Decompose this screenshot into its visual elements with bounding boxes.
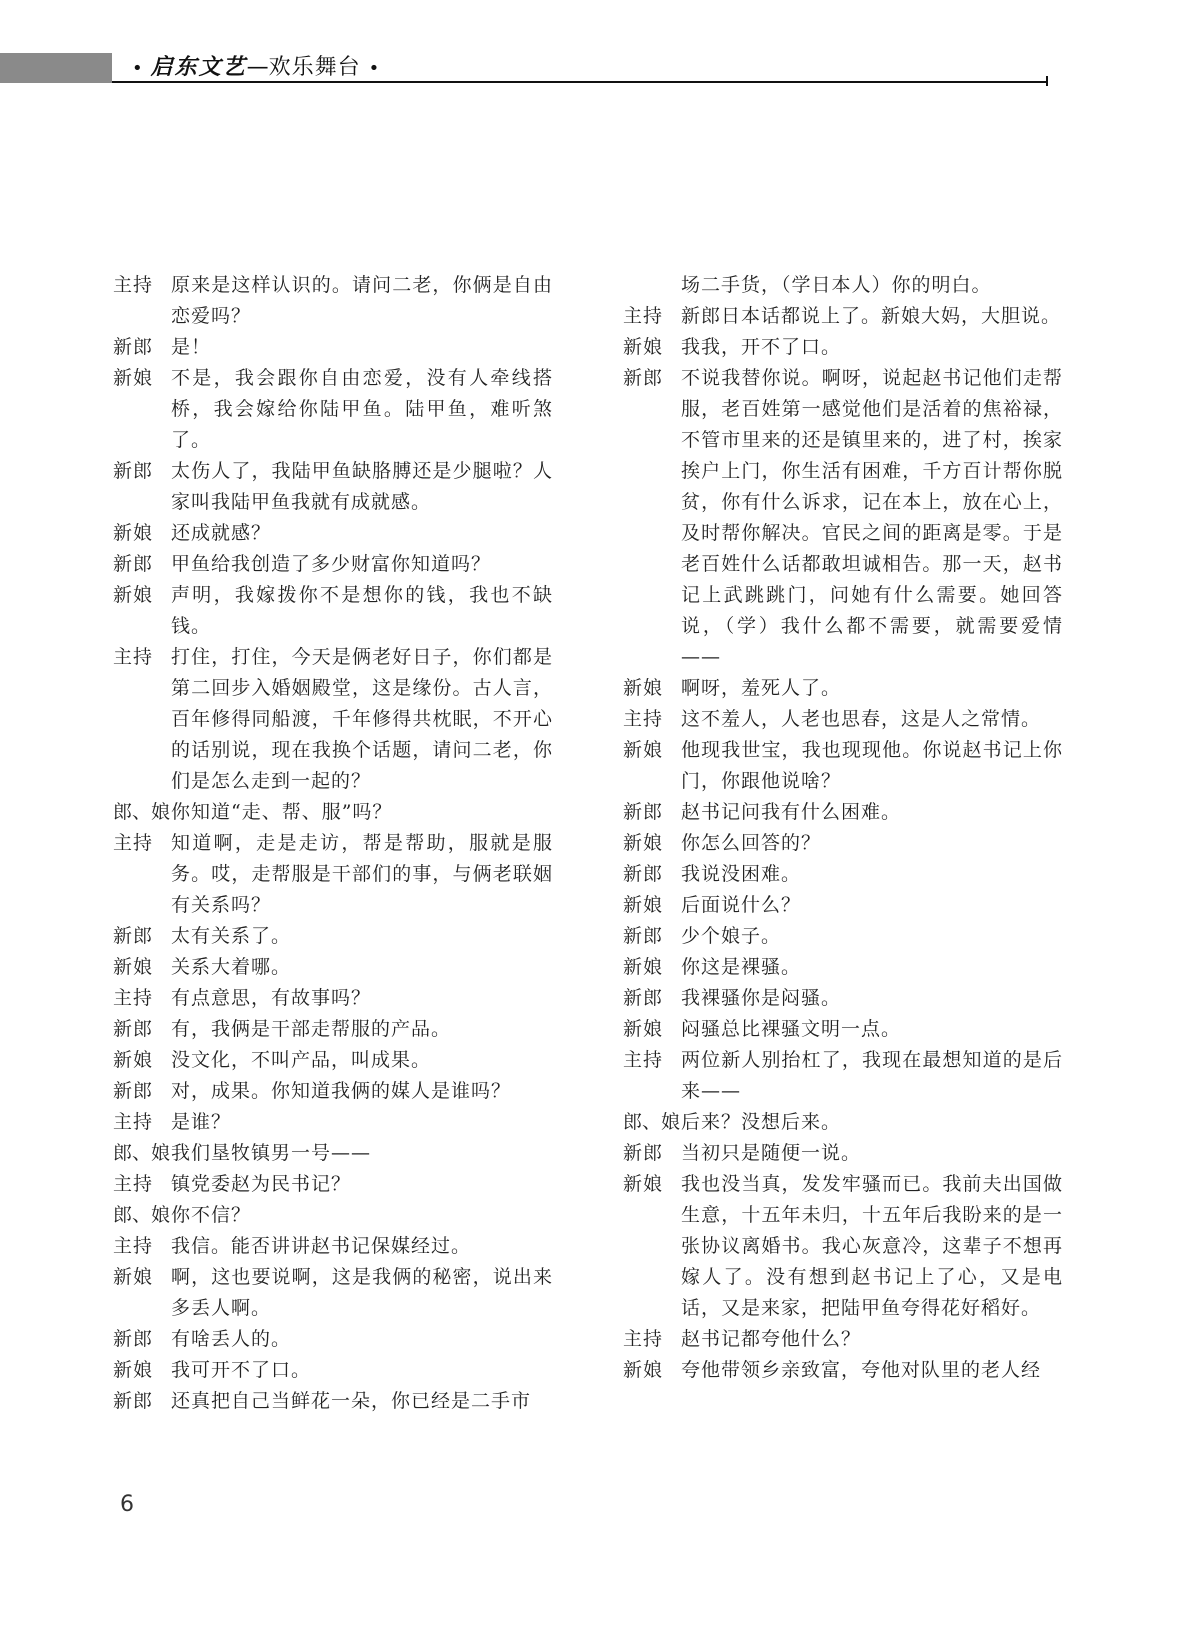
dialogue-entry bbox=[113, 952, 553, 983]
dialogue-entry bbox=[623, 983, 1063, 1014]
dialogue-text: 是谁？ bbox=[171, 1111, 232, 1133]
dialogue-entry bbox=[623, 1355, 1063, 1386]
page-number: 6 bbox=[120, 1492, 134, 1517]
header-rule-end-tick bbox=[1046, 76, 1048, 86]
dialogue-text: 不是，我会跟你自由恋爱，没有人牵线搭桥，我会嫁给你陆甲鱼。陆甲鱼，难听煞了。 bbox=[171, 367, 553, 451]
speaker-label: 新娘 bbox=[623, 956, 664, 978]
speaker-label: 新郎 bbox=[623, 1142, 664, 1164]
dialogue-text: 还真把自己当鲜花一朵，你已经是二手市 bbox=[171, 1390, 532, 1412]
header-dash: — bbox=[246, 55, 269, 80]
dialogue-entry bbox=[623, 270, 1063, 301]
dialogue-text: 新郎日本话都说上了。新娘大妈，大胆说。 bbox=[681, 305, 1062, 327]
dialogue-entry bbox=[113, 1324, 553, 1355]
dialogue-entry bbox=[113, 1014, 553, 1045]
dialogue-entry bbox=[113, 580, 553, 642]
dialogue-text: 对，成果。你知道我俩的媒人是谁吗？ bbox=[171, 1080, 512, 1102]
dialogue-text: 关系大着哪。 bbox=[171, 956, 292, 978]
left-column bbox=[113, 270, 553, 1417]
dialogue-text: 我们垦牧镇男一号—— bbox=[171, 1142, 372, 1164]
dialogue-text: 我也没当真，发发牢骚而已。我前夫出国做生意，十五年未归，十五年后我盼来的是一张协议离婚书。我心灰意冷，这辈子不想再嫁人了。没有想到赵书记上了心，又是电话，又是来家，把陆甲鱼夸得花好稻好。 bbox=[681, 1173, 1063, 1319]
dialogue-entry bbox=[623, 1045, 1063, 1107]
speaker-label: 主持 bbox=[623, 708, 664, 730]
speaker-label: 新郎 bbox=[623, 367, 664, 389]
dialogue-entry bbox=[113, 1200, 553, 1231]
dialogue-entry bbox=[113, 642, 553, 797]
right-column bbox=[623, 270, 1063, 1386]
dialogue-text: 知道啊，走是走访，帮是帮助，服就是服务。哎，走帮服是干部们的事，与俩老联姻有关系吗？ bbox=[171, 832, 553, 916]
speaker-label: 新娘 bbox=[113, 1266, 154, 1288]
dialogue-text: 太有关系了。 bbox=[171, 925, 292, 947]
dialogue-text: 你不信？ bbox=[171, 1204, 252, 1226]
dialogue-text: 啊，这也要说啊，这是我俩的秘密，说出来多丢人啊。 bbox=[171, 1266, 553, 1319]
dialogue-entry bbox=[623, 301, 1063, 332]
speaker-label: 郎、娘 bbox=[113, 801, 171, 823]
dialogue-text: 你知道“走、帮、服”吗？ bbox=[171, 801, 393, 823]
dialogue-entry bbox=[623, 1107, 1063, 1138]
dialogue-entry bbox=[113, 332, 553, 363]
dialogue-text: 赵书记都夸他什么？ bbox=[681, 1328, 862, 1350]
speaker-label: 主持 bbox=[623, 305, 664, 327]
speaker-label: 新娘 bbox=[623, 894, 664, 916]
dialogue-entry bbox=[113, 1107, 553, 1138]
dialogue-text: 没文化，不叫产品，叫成果。 bbox=[171, 1049, 432, 1071]
header-bullet-right: • bbox=[368, 58, 380, 79]
speaker-label: 新娘 bbox=[623, 1359, 664, 1381]
section-name: 欢乐舞台 bbox=[268, 55, 361, 80]
dialogue-entry bbox=[113, 1231, 553, 1262]
dialogue-entry bbox=[623, 1138, 1063, 1169]
dialogue-text: 打住，打住，今天是俩老好日子，你们都是第二回步入婚姻殿堂，这是缘份。古人言，百年修得同船渡，千年修得共枕眠，不开心的话别说，现在我换个话题，请问二老，你们是怎么走到一起的？ bbox=[171, 646, 553, 792]
speaker-label: 新郎 bbox=[113, 553, 154, 575]
speaker-label: 新郎 bbox=[113, 1018, 154, 1040]
dialogue-text: 原来是这样认识的。请问二老，你俩是自由恋爱吗？ bbox=[171, 274, 553, 327]
dialogue-text: 甲鱼给我创造了多少财富你知道吗？ bbox=[171, 553, 492, 575]
speaker-label: 新娘 bbox=[113, 956, 154, 978]
dialogue-entry bbox=[623, 828, 1063, 859]
dialogue-text: 你怎么回答的？ bbox=[681, 832, 822, 854]
dialogue-text: 不说我替你说。啊呀，说起赵书记他们走帮服，老百姓第一感觉他们是活着的焦裕禄，不管市里来的还是镇里来的，进了村，挨家挨户上门，你生活有困难，千方百计帮你脱贫，你有什么诉求，记在本上，放在心上，及时帮你解决。官民之间的距离是零。于是老百姓什么话都敢坦诚相告。那一天，赵书记上武跳跳门，问她有什么需要。她回答说，（学）我什么都不需要，就需要爱情—— bbox=[681, 367, 1063, 668]
speaker-label: 新郎 bbox=[113, 460, 154, 482]
speaker-label: 新娘 bbox=[623, 677, 664, 699]
dialogue-entry bbox=[623, 859, 1063, 890]
speaker-label: 主持 bbox=[113, 832, 154, 854]
speaker-label: 新娘 bbox=[113, 367, 154, 389]
header-gray-block bbox=[0, 53, 112, 83]
speaker-label: 新娘 bbox=[623, 336, 664, 358]
speaker-label: 新娘 bbox=[113, 1049, 154, 1071]
dialogue-entry bbox=[113, 363, 553, 456]
dialogue-entry bbox=[623, 1169, 1063, 1324]
dialogue-entry bbox=[623, 673, 1063, 704]
dialogue-text: 后来？没想后来。 bbox=[681, 1111, 842, 1133]
speaker-label: 新娘 bbox=[623, 1018, 664, 1040]
dialogue-text: 当初只是随便一说。 bbox=[681, 1142, 862, 1164]
dialogue-text: 有啥丢人的。 bbox=[171, 1328, 292, 1350]
dialogue-text: 你这是裸骚。 bbox=[681, 956, 802, 978]
dialogue-entry bbox=[113, 828, 553, 921]
dialogue-text: 我信。能否讲讲赵书记保媒经过。 bbox=[171, 1235, 472, 1257]
speaker-label: 主持 bbox=[113, 987, 154, 1009]
dialogue-entry bbox=[113, 1076, 553, 1107]
dialogue-entry bbox=[623, 797, 1063, 828]
speaker-label: 主持 bbox=[113, 274, 154, 296]
dialogue-text: 是！ bbox=[171, 336, 212, 358]
dialogue-text: 他现我世宝，我也现现他。你说赵书记上你门，你跟他说啥？ bbox=[681, 739, 1063, 792]
dialogue-entry bbox=[623, 332, 1063, 363]
dialogue-entry bbox=[113, 1169, 553, 1200]
speaker-label: 新娘 bbox=[623, 1173, 664, 1195]
speaker-label: 新郎 bbox=[623, 925, 664, 947]
dialogue-entry bbox=[113, 983, 553, 1014]
speaker-label: 新郎 bbox=[113, 1328, 154, 1350]
dialogue-entry bbox=[623, 704, 1063, 735]
dialogue-entry bbox=[623, 921, 1063, 952]
dialogue-text: 少个娘子。 bbox=[681, 925, 782, 947]
dialogue-entry bbox=[113, 270, 553, 332]
speaker-label: 主持 bbox=[113, 1173, 154, 1195]
speaker-label: 新娘 bbox=[623, 832, 664, 854]
dialogue-entry bbox=[623, 952, 1063, 983]
dialogue-entry bbox=[113, 456, 553, 518]
dialogue-text: 镇党委赵为民书记？ bbox=[171, 1173, 352, 1195]
dialogue-text: 两位新人别抬杠了，我现在最想知道的是后来—— bbox=[681, 1049, 1063, 1102]
dialogue-entry bbox=[113, 1138, 553, 1169]
dialogue-text: 这不羞人，人老也思春，这是人之常情。 bbox=[681, 708, 1042, 730]
dialogue-entry bbox=[113, 921, 553, 952]
dialogue-text: 有，我俩是干部走帮服的产品。 bbox=[171, 1018, 452, 1040]
dialogue-entry bbox=[623, 890, 1063, 921]
dialogue-text: 场二手货，（学日本人）你的明白。 bbox=[681, 274, 992, 296]
speaker-label: 新娘 bbox=[113, 1359, 154, 1381]
dialogue-text: 还成就感？ bbox=[171, 522, 272, 544]
dialogue-text: 后面说什么？ bbox=[681, 894, 802, 916]
dialogue-text: 啊呀，羞死人了。 bbox=[681, 677, 842, 699]
dialogue-entry bbox=[113, 1262, 553, 1324]
dialogue-text: 我我，开不了口。 bbox=[681, 336, 842, 358]
header-bullet-left: • bbox=[132, 58, 143, 79]
speaker-label: 主持 bbox=[113, 1111, 154, 1133]
speaker-label: 郎、娘 bbox=[623, 1111, 681, 1133]
running-header bbox=[124, 52, 387, 82]
dialogue-text: 声明，我嫁拨你不是想你的钱，我也不缺钱。 bbox=[171, 584, 553, 637]
dialogue-entry bbox=[623, 735, 1063, 797]
dialogue-text: 闷骚总比裸骚文明一点。 bbox=[681, 1018, 902, 1040]
speaker-label: 新娘 bbox=[113, 584, 154, 606]
magazine-name: 启东文艺 bbox=[150, 54, 247, 80]
speaker-label: 主持 bbox=[623, 1049, 664, 1071]
dialogue-text: 夸他带领乡亲致富，夸他对队里的老人经 bbox=[681, 1359, 1042, 1381]
dialogue-entry bbox=[623, 1324, 1063, 1355]
dialogue-entry bbox=[113, 797, 553, 828]
dialogue-text: 太伤人了，我陆甲鱼缺胳膊还是少腿啦？人家叫我陆甲鱼我就有成就感。 bbox=[171, 460, 553, 513]
dialogue-text: 我可开不了口。 bbox=[171, 1359, 312, 1381]
speaker-label: 新郎 bbox=[113, 336, 154, 358]
dialogue-entry bbox=[623, 363, 1063, 673]
speaker-label: 新郎 bbox=[623, 987, 664, 1009]
dialogue-text: 有点意思，有故事吗？ bbox=[171, 987, 372, 1009]
dialogue-entry bbox=[113, 1045, 553, 1076]
speaker-label: 新郎 bbox=[113, 1080, 154, 1102]
speaker-label: 新娘 bbox=[113, 522, 154, 544]
dialogue-entry bbox=[113, 1386, 553, 1417]
dialogue-entry bbox=[623, 1014, 1063, 1045]
dialogue-text: 赵书记问我有什么困难。 bbox=[681, 801, 902, 823]
speaker-label: 新郎 bbox=[623, 863, 664, 885]
dialogue-entry bbox=[113, 549, 553, 580]
dialogue-text: 我说没困难。 bbox=[681, 863, 802, 885]
dialogue-entry bbox=[113, 1355, 553, 1386]
speaker-label: 郎、娘 bbox=[113, 1142, 171, 1164]
speaker-label: 郎、娘 bbox=[113, 1204, 171, 1226]
dialogue-text: 我裸骚你是闷骚。 bbox=[681, 987, 842, 1009]
speaker-label: 主持 bbox=[113, 1235, 154, 1257]
speaker-label: 新郎 bbox=[113, 1390, 154, 1412]
speaker-label: 新郎 bbox=[113, 925, 154, 947]
speaker-label: 新郎 bbox=[623, 801, 664, 823]
dialogue-entry bbox=[113, 518, 553, 549]
speaker-label: 新娘 bbox=[623, 739, 664, 761]
speaker-label: 主持 bbox=[623, 1328, 664, 1350]
speaker-label: 主持 bbox=[113, 646, 154, 668]
